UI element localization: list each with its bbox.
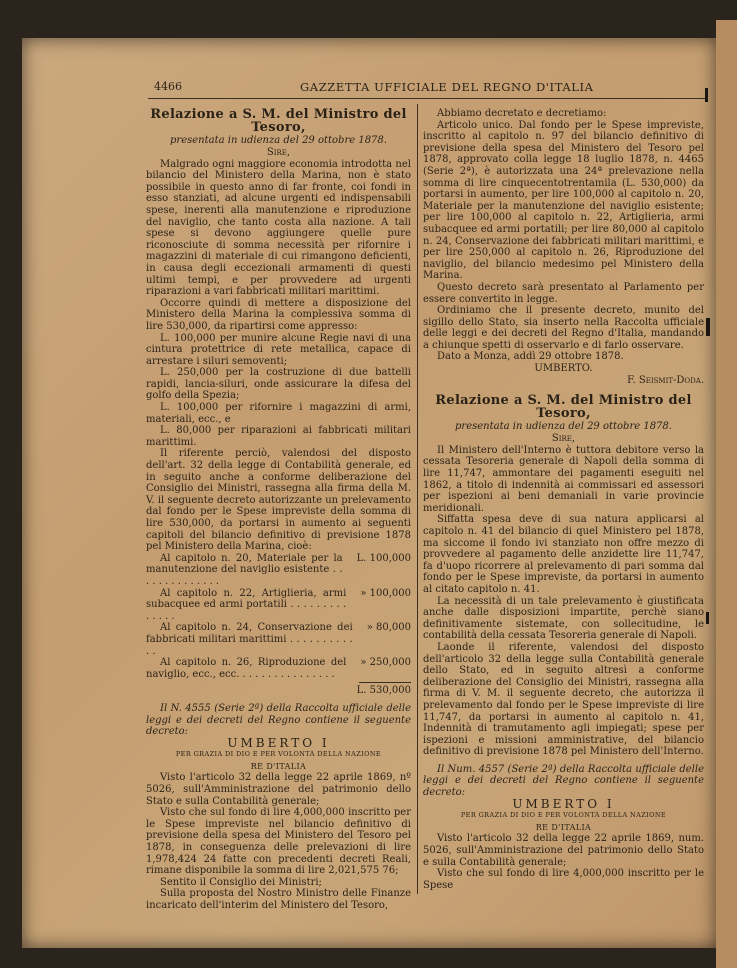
header-rule: [148, 98, 708, 99]
paragraph: Articolo unico. Dal fondo per le Spese impreviste, inscritto al capitolo n. 97 del bilancio definitivo di previsione della spesa del Ministero del Tesoro pel 1878, approvato colla legge 18 luglio 1878, n. 4465 (Serie 2ª), è autorizzata una 24ª prelevazione nella somma di lire cinquecentotrentamila (L. 530,000) da portarsi in aumento, per lire 100,000 al capitolo n. 20, Materiale per la manutenzione del naviglio esistente; per lire 100,000 al capitolo n. 22, Artiglieria, armi subacquee ed armi portatili; per lire 80,000 al capitolo n. 24, Conservazione dei fabbricati militari marittimi, e per lire 250,000 al capitolo n. 26, Riproduzione del naviglio, del bilancio medesimo pel Ministero della Marina.: [423, 119, 704, 282]
signature-minister: F. Seismit-Doda.: [627, 374, 704, 386]
king-name: UMBERTO I: [227, 735, 330, 750]
royal-title: RE D'ITALIA: [535, 822, 592, 832]
paragraph: Visto l'articolo 32 della legge 22 aprile 1869, num. 5026, sull'Amministrazione del patrimonio dello Stato e sulla Contabilità generale;: [423, 833, 704, 868]
left-column: [146, 108, 411, 912]
salutation: Sire,: [551, 433, 576, 445]
paragraph: Sulla proposta del Nostro Ministro delle Finanze incaricato dell'interim del Ministero del Tesoro,: [146, 888, 411, 911]
paragraph: Sentito il Consiglio dei Ministri;: [160, 876, 322, 888]
royal-formula: PER GRAZIA DI DIO E PER VOLONTÀ DELLA NAZIONE: [460, 811, 667, 820]
paragraph: Il Ministero dell'Interno è tuttora debitore verso la cessata Tesoreria generale di Napoli della somma di lire 11,747, ammontare dei pagamenti eseguiti nel 1862, a titolo di indennità ai commissari ed assessori per ispezioni ai beni demaniali in varie provincie meridionali.: [423, 444, 704, 514]
newspaper-title: GAZZETTA UFFICIALE DEL REGNO D'ITALIA: [300, 80, 594, 94]
report-subtitle: presentata in udienza del 29 ottobre 1878.: [455, 421, 672, 433]
ink-mark: [706, 612, 709, 624]
paragraph: Visto che sul fondo di lire 4,000,000 inscritto per le Spese impreviste nel bilancio definitivo di previsione della spesa del Ministero del Tesoro pel 1878, in conseguenza delle prelevazioni di lire 1,978,424 24 fatte con precedenti decreti Reali, rimane disponibile la somma di lire 2,021,575 76;: [146, 807, 411, 877]
paragraph: Occorre quindi di mettere a disposizione del Ministero della Marina la complessiva somma di lire 530,000, da ripartirsi come appresso:: [146, 297, 411, 332]
allocation-total: L. 530,000: [356, 685, 411, 697]
paragraph: Laonde il riferente, valendosi del disposto dell'articolo 32 della legge sulla Contabilità generale dello Stato, ed in seguito altresì a conforme deliberazione del Consiglio dei Ministri, rassegna alla firma di V. M. il seguente decreto, che autorizza il prelevamento dal fondo per le Spese impreviste di lire 11,747, da portarsi in aumento al capitolo n. 41, Indennità di tramutamento agli impiegati; spese per ispezioni e missioni amministrative, del bilancio definitivo di previsione 1878 pel Ministero dell'Interno.: [423, 641, 704, 758]
paragraph: Ordiniamo che il presente decreto, munito del sigillo dello Stato, sia inserto nella Raccolta ufficiale delle leggi e dei decreti del Regno d'Italia, mandando a chiunque spetti di osservarlo e di farlo osservare.: [423, 305, 704, 351]
paragraph: Malgrado ogni maggiore economia introdotta nel bilancio del Ministero della Marina, non è stato possibile in questo anno di far fronte, coi fondi in esso stanziati, ad alcune urgenti ed indispensabili spese, inerenti alla manutenzione e riproduzione del naviglio, che tanto costa alla nazione. A tali spese si devono aggiungere quelle pure riconosciute di somma necessità per rifornire i magazzini di materiale di cui rimangono deficienti, in causa degli eccezionali armamenti di questi ultimi tempi, e per provvedere ad urgenti riparazioni a vari fabbricati militari marittimi.: [146, 158, 411, 298]
paragraph: Visto che sul fondo di lire 4,000,000 inscritto per le Spese: [423, 868, 704, 891]
report-title: Relazione a S. M. del Ministro del Tesoro,: [435, 393, 692, 422]
decree-intro: Il N. 4555 (Serie 2ª) della Raccolta ufficiale delle leggi e dei decreti del Regno contiene il seguente decreto:: [146, 702, 411, 738]
paragraph: Questo decreto sarà presentato al Parlamento per essere convertito in legge.: [423, 281, 704, 305]
salutation: Sire,: [266, 147, 291, 158]
paragraph: L. 100,000 per rifornire i magazzini di armi, materiali, ecc., e: [146, 402, 411, 425]
allocation-line: Al capitolo n. 26, Riproduzione del naviglio, ecc., ecc. . . . . . . . . . . . . . . . » 250,000: [146, 657, 411, 680]
column-divider: [417, 104, 418, 894]
paragraph: Il riferente perciò, valendosi del disposto dell'art. 32 della legge di Contabilità generale, ed in seguito anche a conforme deliberazione del Consiglio dei Ministri, rassegna alla firma della M. V. il seguente decreto autorizzante un prelevamento dal fondo per le Spese impreviste della somma di lire 530,000, da portarsi in aumento ai seguenti capitoli del bilancio definitivo di previsione 1878 pel Ministero della Marina, cioè:: [146, 448, 411, 553]
page-header: [0, 80, 737, 100]
page-number: 4466: [154, 80, 182, 93]
paragraph: Abbiamo decretato e decretiamo:: [437, 108, 607, 119]
allocation-line: Al capitolo n. 24, Conservazione dei fabbricati militari marittimi . . . . . . . . . . . . » 80,000: [146, 622, 411, 657]
paragraph: L. 250,000 per la costruzione di due battelli rapidi, lancia-siluri, onde assicurare la difesa del golfo della Spezia;: [146, 367, 411, 402]
paragraph: Siffatta spesa deve di sua natura applicarsi al capitolo n. 41 del bilancio di quel Ministero pel 1878, ma siccome il fondo ivi stanziato non offre mezzo di provvedere al pagamento delle anzidette lire 11,747, fa d'uopo ricorrere al prelevamento di pari somma dal fondo per le Spese impreviste, da portarsi in aumento al citato capitolo n. 41.: [423, 514, 704, 595]
paragraph: L. 100,000 per munire alcune Regie navi di una cintura protettrice di rete metallica, capace di arrestare i siluri semoventi;: [146, 332, 411, 367]
royal-formula: PER GRAZIA DI DIO E PER VOLONTÀ DELLA NAZIONE: [175, 750, 382, 759]
report-title: Relazione a S. M. del Ministro del Tesoro,: [150, 107, 407, 135]
paragraph: La necessità di un tale prelevamento è giustificata anche dalle disposizioni impartite, perchè siano definitivamente sistemate, con sollecitudine, le contabilità della cessata Tesoreria generale di Napoli.: [423, 595, 704, 642]
signature-king: UMBERTO.: [534, 363, 593, 375]
adjacent-page-edge: [716, 20, 737, 968]
paragraph: Dato a Monza, addì 29 ottobre 1878.: [437, 351, 624, 363]
royal-title: RE D'ITALIA: [250, 761, 307, 771]
allocation-line: Al capitolo n. 20, Materiale per la manutenzione del naviglio esistente . . . . . . . . . . . . . . L. 100,000: [146, 552, 411, 587]
report-subtitle: presentata in udienza del 29 ottobre 1878.: [170, 135, 387, 146]
decree-intro: Il Num. 4557 (Serie 2ª) della Raccolta ufficiale delle leggi e dei decreti del Regno contiene il seguente decreto:: [423, 763, 704, 799]
allocation-line: Al capitolo n. 22, Artiglieria, armi subacquee ed armi portatili . . . . . . . . . . . . . . » 100,000: [146, 587, 411, 622]
right-column: [423, 108, 704, 891]
ink-mark: [705, 88, 708, 102]
ink-mark: [706, 318, 710, 336]
paragraph: Visto l'articolo 32 della legge 22 aprile 1869, nº 5026, sull'Amministrazione del patrimonio dello Stato e sulla Contabilità generale;: [146, 772, 411, 807]
total-rule: [359, 682, 411, 683]
king-name: UMBERTO I: [512, 796, 615, 811]
paragraph: L. 80,000 per riparazioni ai fabbricati militari marittimi.: [146, 425, 411, 448]
